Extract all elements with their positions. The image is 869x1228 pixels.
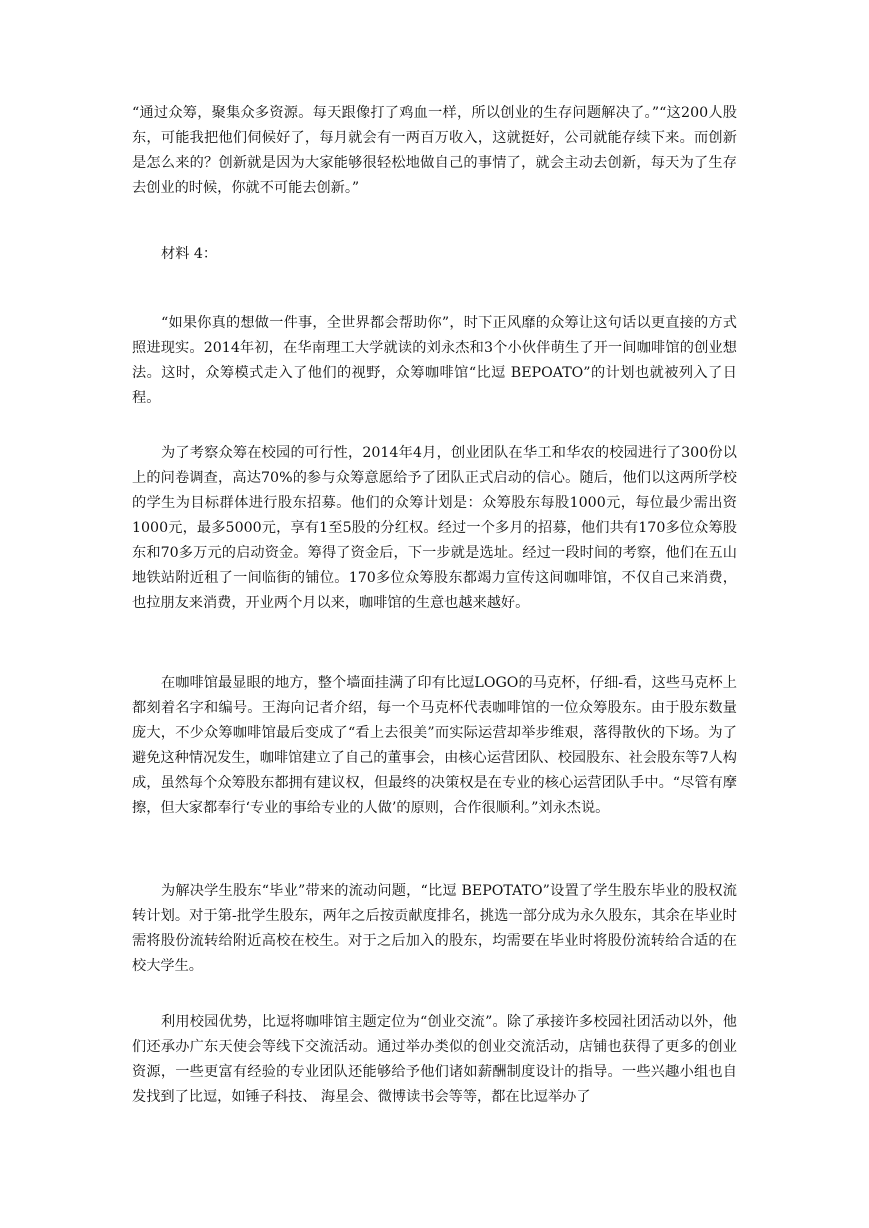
paragraph-4: 为解决学生股东“毕业”带来的流动问题，“比逗 BEPOTATO”设置了学生股东毕业的股权流转计划。对于第-批学生股东，两年之后按贡献度排名，挑选一部分成为永久股东，其余在毕业时需将股份流转给附近高校在校生。对于之后加入的股东，均需要在毕业时将股份流转给合适的在校大学生。 <box>132 883 737 974</box>
paragraph-2: 为了考察众筹在校园的可行性，2014年4月，创业团队在华工和华农的校园进行了300份以上的问卷调查，高达70%的参与众筹意愿给予了团队正式启动的信心。随后，他们以这两所学校的学生为目标群体进行股东招募。他们的众筹计划是：众筹股东每股1000元，每位最少需出资1000元，最多5000元，享有1至5股的分红权。经过一个多月的招募，他们共有170多位众筹股东和70多万元的启动资金。筹得了资金后，下一步就是选址。经过一段时间的考察，他们在五山地铁站附近租了一间临街的铺位。170多位众筹股东都竭力宣传这间咖啡馆，不仅自己来消费，也拉朋友来消费，开业两个月以来，咖啡馆的生意也越来越好。 <box>132 445 737 611</box>
section-label: 材料 4： <box>161 246 218 262</box>
paragraph-3: 在咖啡馆最显眼的地方，整个墙面挂满了印有比逗LOGO的马克杯，仔细-看，这些马克杯上都刻着名字和编号。王海向记者介绍，每一个马克杯代表咖啡馆的一位众筹股东。由于股东数量庞大，不少众筹咖啡馆最后变成了“看上去很美”而实际运营却举步维艰，落得散伙的下场。为了避免这种情况发生，咖啡馆建立了自己的董事会，由核心运营团队、校园股东、社会股东等7人构成，虽然每个众筹股东都拥有建议权，但最终的决策权是在专业的核心运营团队手中。“尽管有摩擦，但大家都奉行‘专业的事给专业的人做’的原则，合作很顺利。”刘永杰说。 <box>132 675 737 816</box>
quote-paragraph: “通过众筹，聚集众多资源。每天跟像打了鸡血一样，所以创业的生存问题解决了。”“这200人股东，可能我把他们伺候好了，每月就会有一两百万收入，这就挺好，公司就能存续下来。而创新是怎么来的？创新就是因为大家能够很轻松地做自己的事情了，就会主动去创新，每天为了生存去创业的时候，你就不可能去创新。” <box>132 105 737 196</box>
paragraph-5: 利用校园优势，比逗将咖啡馆主题定位为“创业交流”。除了承接许多校园社团活动以外，他们还承办广东天使会等线下交流活动。通过举办类似的创业交流活动，店铺也获得了更多的创业资源，一些更富有经验的专业团队还能够给予他们诸如薪酬制度设计的指导。一些兴趣小组也自发找到了比逗，如锤子科技、 海星会、微博读书会等等，都在比逗举办了 <box>132 1014 737 1105</box>
paragraph-1: “如果你真的想做一件事，全世界都会帮助你”，时下正风靡的众筹让这句话以更直接的方式照进现实。2014年初，在华南理工大学就读的刘永杰和3个小伙伴萌生了开一间咖啡馆的创业想法。这时，众筹模式走入了他们的视野，众筹咖啡馆“比逗 BEPOATO”的计划也就被列入了日程。 <box>132 315 737 406</box>
